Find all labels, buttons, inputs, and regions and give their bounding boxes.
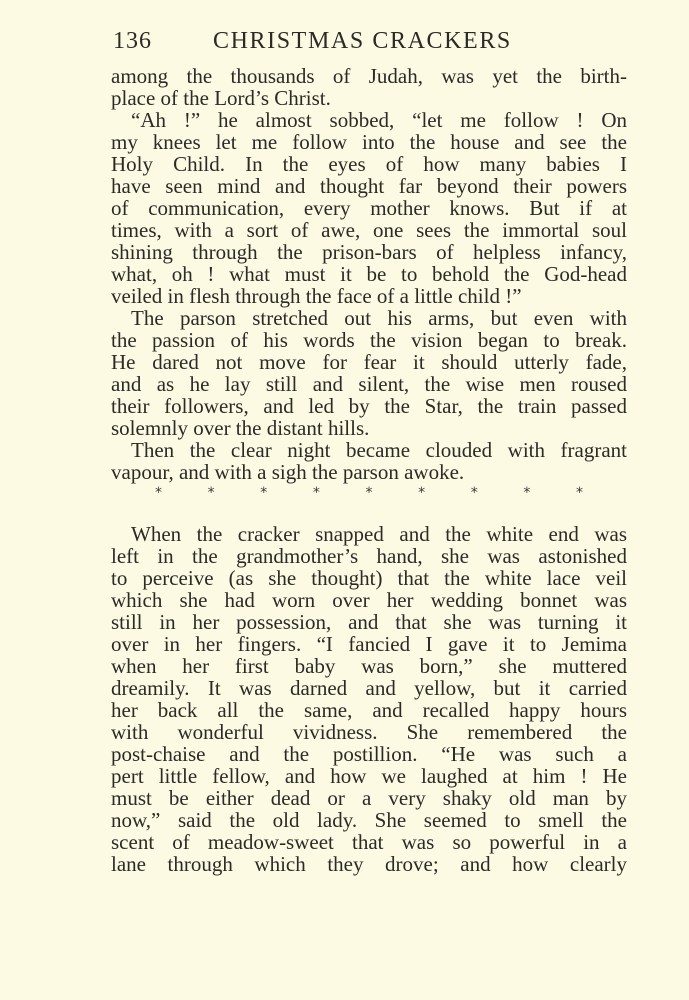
text-line: “Ah !” he almost sobbed, “let me follow ! On: [131, 108, 627, 132]
text-line: shining through the prison-bars of helpless infancy,: [111, 240, 627, 264]
text-line: place of the Lord’s Christ.: [111, 86, 331, 110]
asterisk: *: [523, 485, 531, 501]
asterisk: *: [470, 485, 478, 501]
asterisk: *: [155, 485, 162, 501]
asterisk: *: [260, 485, 268, 501]
text-line: Then the clear night became clouded with fragrant: [131, 438, 627, 462]
spacer: [111, 509, 627, 523]
text-line: their followers, and led by the Star, the train passed: [111, 394, 627, 418]
text-line: times, with a sort of awe, one sees the immortal soul: [111, 218, 627, 242]
asterisk: *: [576, 485, 583, 501]
text-line: which she had worn over her wedding bonnet was: [111, 588, 627, 612]
body-text: [111, 65, 627, 875]
text-line: veiled in flesh through the face of a little child !”: [111, 284, 522, 308]
text-line: when her first baby was born,” she muttered: [111, 654, 627, 678]
page-number: 136: [113, 28, 152, 54]
text-line: to perceive (as she thought) that the white lace veil: [111, 566, 627, 590]
text-line: The parson stretched out his arms, but even with: [131, 306, 627, 330]
text-line: dreamily. It was darned and yellow, but it carried: [111, 676, 627, 700]
text-line: with wonderful vividness. She remembered the: [111, 720, 627, 744]
text-line: what, oh ! what must it be to behold the God-head: [111, 262, 627, 286]
text-line: He dared not move for fear it should utterly fade,: [111, 350, 627, 374]
asterisk: *: [207, 485, 215, 501]
text-line: pert little fellow, and how we laughed at him ! He: [111, 764, 627, 788]
text-line: left in the grandmother’s hand, she was astonished: [111, 544, 627, 568]
text-line: scent of meadow-sweet that was so powerful in a: [111, 830, 627, 854]
text-line: the passion of his words the vision began to break.: [111, 328, 627, 352]
text-line: lane through which they drove; and how clearly: [111, 852, 627, 876]
text-line: must be either dead or a very shaky old man by: [111, 786, 627, 810]
text-line: When the cracker snapped and the white end was: [131, 522, 627, 546]
text-line: still in her possession, and that she was turning it: [111, 610, 627, 634]
asterisk: *: [312, 485, 320, 501]
text-line: and as he lay still and silent, the wise men roused: [111, 372, 627, 396]
text-line: her back all the same, and recalled happy hours: [111, 698, 627, 722]
text-line: among the thousands of Judah, was yet the birth-: [111, 64, 627, 88]
text-line: of communication, every mother knows. But if at: [111, 196, 627, 220]
asterisk: *: [418, 485, 426, 501]
text-line: Holy Child. In the eyes of how many babies I: [111, 152, 627, 176]
text-line: now,” said the old lady. She seemed to smell the: [111, 808, 627, 832]
section-break: [155, 483, 583, 509]
asterisk: *: [365, 485, 373, 501]
text-line: vapour, and with a sigh the parson awoke.: [111, 460, 465, 484]
text-line: my knees let me follow into the house and see the: [111, 130, 627, 154]
text-line: have seen mind and thought far beyond their powers: [111, 174, 627, 198]
running-head: CHRISTMAS CRACKERS: [213, 28, 512, 54]
page-header: [113, 28, 527, 58]
text-line: solemnly over the distant hills.: [111, 416, 370, 440]
text-line: post-chaise and the postillion. “He was such a: [111, 742, 627, 766]
text-line: over in her fingers. “I fancied I gave it to Jemima: [111, 632, 627, 656]
